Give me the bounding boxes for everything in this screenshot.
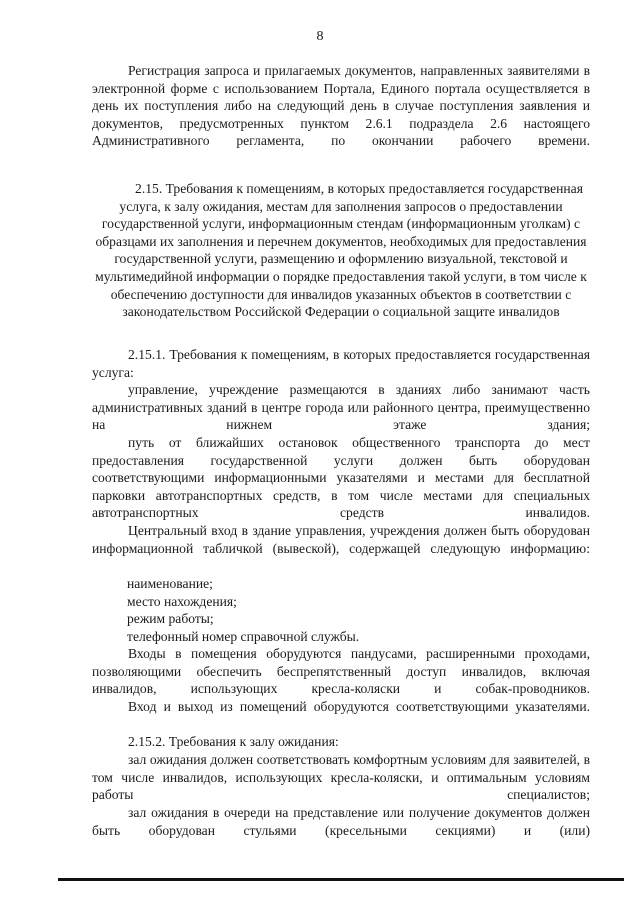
paragraph-2-15-1-text: 2.15.1. Требования к помещениям, в которых предоставляется государственная услуга: [92, 347, 590, 380]
section-2-15-text: 2.15. Требования к помещениям, в которых предоставляется государственная услуга, к залу ожидания, местам для заполнения запросов о предоставлении государственной услуги, информационным стендам (информационным уголкам) с образцами их заполнения и перечнем документов, необходимых для предоставления государственной услуги, размещению и оформлению визуальной, текстовой и мультимедийной информации о порядке предоставления такой услуги, в том числе к обеспечению доступности для инвалидов указанных объектов в соответствии с законодательством Российской Федерации о социальной защите инвалидов [95, 181, 587, 320]
list-item: режим работы; [127, 611, 214, 627]
paragraph-2-15-2 [92, 733, 590, 751]
exit-text: Вход и выход из помещений оборудуются соответствующими указателями. [128, 699, 590, 714]
list-item: место нахождения; [127, 593, 237, 609]
management-paragraph [92, 381, 590, 434]
bottom-rule [58, 878, 624, 881]
section-2-15-heading [92, 180, 590, 321]
list-item: телефонный номер справочной службы. [127, 628, 360, 644]
exit-paragraph [92, 698, 590, 716]
hall-paragraph [92, 751, 590, 804]
queue-paragraph [92, 804, 590, 839]
path-paragraph [92, 434, 590, 522]
ramps-text: Входы в помещения оборудуются пандусами, расширенными проходами, позволяющими обеспечить беспрепятственный доступ инвалидов, включая инвалидов, использующих кресла-коляски и собак-проводников. [92, 646, 590, 697]
queue-text: зал ожидания в очереди на представление или получение документов должен быть оборудован стульями (кресельными секциями) и (или) [92, 805, 590, 838]
paragraph-2-15-1 [92, 346, 590, 381]
management-text: управление, учреждение размещаются в зданиях либо занимают часть административных зданий в центре города или районного центра, преимущественно на нижнем этаже здания; [92, 382, 590, 433]
registration-text: Регистрация запроса и прилагаемых документов, направленных заявителями в электронной форме с использованием Портала, Единого портала осуществляется в день их поступления либо на следующий день в случае поступления заявления и документов, предусмотренных пунктом 2.6.1 подраздела 2.6 настоящего Административного регламента, по окончании рабочего времени. [92, 63, 590, 149]
entrance-text: Центральный вход в здание управления, учреждения должен быть оборудован информационной табличкой (вывеской), содержащей следующую информацию: [92, 523, 590, 556]
entrance-info-list [127, 575, 359, 645]
ramps-paragraph [92, 645, 590, 698]
path-text: путь от ближайших остановок общественного транспорта до мест предоставления государственной услуги должен быть оборудован соответствующими информационными указателями и местами для бесплатной парковки автотранспортных средств, в том числе местами для специальных автотранспортных средств инвалидов. [92, 435, 590, 521]
registration-paragraph [92, 62, 590, 150]
entrance-paragraph [92, 522, 590, 557]
list-item: наименование; [127, 576, 213, 591]
hall-text: зал ожидания должен соответствовать комфортным условиям для заявителей, в том числе инвалидов, использующих кресла-коляски, и оптимальным условиям работы специалистов; [92, 752, 590, 803]
paragraph-2-15-2-text: 2.15.2. Требования к залу ожидания: [128, 734, 339, 749]
page-number: 8 [316, 29, 324, 44]
